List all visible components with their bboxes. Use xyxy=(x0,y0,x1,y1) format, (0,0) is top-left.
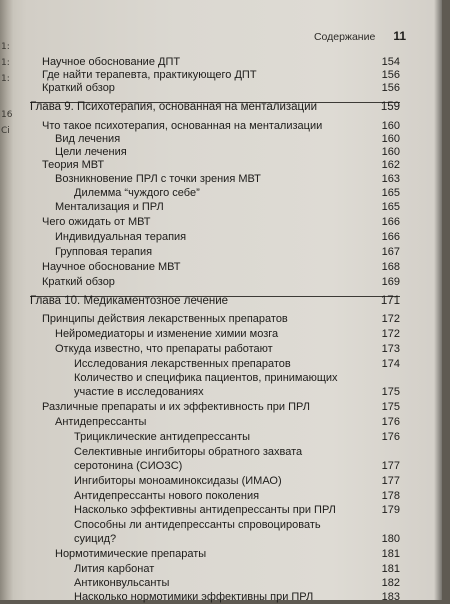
toc-entry xyxy=(0,145,442,159)
toc-entry-title: Краткий обзор xyxy=(42,276,115,288)
toc-entry xyxy=(0,55,442,69)
toc-entry xyxy=(0,172,442,186)
toc-entry-title: Глава 9. Психотерапия, основанная на ментализации xyxy=(30,101,317,113)
toc-entry-page: 175 xyxy=(381,401,400,413)
toc-entry-title: Трициклические антидепрессанты xyxy=(74,431,251,443)
toc-entry-title: Насколько эффективны антидепрессанты при ПРЛ xyxy=(74,504,336,516)
toc-entry xyxy=(0,132,442,146)
toc-entry-page: 160 xyxy=(381,146,400,158)
toc-entry-title: Селективные ингибиторы обратного захвата xyxy=(74,446,303,458)
toc-entry-title: Теория МВТ xyxy=(42,159,105,171)
toc-entry-title: участие в исследованиях xyxy=(74,386,204,398)
toc-entry xyxy=(0,230,442,244)
toc-entry-title: Научное обоснование МВТ xyxy=(42,261,181,273)
facing-page-fragment: 1: xyxy=(1,42,10,52)
toc-entry-page: 174 xyxy=(381,358,400,370)
toc-entry-title: Научное обоснование ДПТ xyxy=(42,56,181,68)
toc-entry-page: 165 xyxy=(381,201,400,213)
toc-entry-title: Антидепрессанты нового поколения xyxy=(74,490,260,502)
toc-entry xyxy=(0,532,442,546)
toc-entry-page: 180 xyxy=(381,533,400,545)
toc-entry-title: Нормотимические препараты xyxy=(55,548,207,560)
toc-entry-page: 160 xyxy=(381,133,400,145)
page-shadow xyxy=(434,0,442,600)
toc-entry xyxy=(0,503,442,517)
toc-entry xyxy=(0,245,442,259)
toc-entry-title: Что такое психотерапия, основанная на ментализации xyxy=(42,120,323,132)
toc-entry-page: 172 xyxy=(381,313,400,325)
toc-entry-page: 177 xyxy=(381,475,400,487)
toc-entry xyxy=(0,371,442,385)
toc-entry xyxy=(0,518,442,532)
toc-entry-page: 166 xyxy=(381,216,400,228)
toc-entry-page: 156 xyxy=(381,69,400,81)
toc-entry xyxy=(0,68,442,82)
toc-entry-page: 167 xyxy=(381,246,400,258)
toc-entry-title: Насколько нормотимики эффективны при ПРЛ xyxy=(74,591,314,603)
toc-entry xyxy=(0,342,442,356)
toc-entry xyxy=(0,430,442,444)
facing-page-fragment: Ci xyxy=(1,126,10,136)
toc-entry xyxy=(0,186,442,200)
facing-page-fragment: 1: xyxy=(1,74,10,84)
toc-entry-title: Ментализация и ПРЛ xyxy=(55,201,164,213)
toc-entry xyxy=(0,459,442,473)
toc-entry-page: 162 xyxy=(381,159,400,171)
toc-chapter-entry xyxy=(0,100,442,114)
toc-chapter-entry xyxy=(0,294,442,308)
toc-entry-page: 175 xyxy=(381,386,400,398)
toc-entry-title: Антиконвульсанты xyxy=(74,577,170,589)
toc-entry-title: Откуда известно, что препараты работают xyxy=(55,343,273,355)
toc-entry-title: Различные препараты и их эффективность при ПРЛ xyxy=(42,401,310,413)
toc-entry xyxy=(0,260,442,274)
toc-entry-title: Глава 10. Медикаментозное лечение xyxy=(30,295,229,307)
toc-entry xyxy=(0,385,442,399)
toc-entry xyxy=(0,119,442,133)
toc-entry-page: 181 xyxy=(381,563,400,575)
facing-page-fragment: 16 xyxy=(1,110,13,120)
toc-entry xyxy=(0,200,442,214)
toc-entry-page: 166 xyxy=(381,231,400,243)
toc-entry xyxy=(0,275,442,289)
toc-entry xyxy=(0,562,442,576)
toc-entry-page: 159 xyxy=(380,101,400,113)
toc-entry xyxy=(0,312,442,326)
toc-entry-title: Групповая терапия xyxy=(55,246,153,258)
toc-entry xyxy=(0,474,442,488)
toc-entry-page: 178 xyxy=(381,490,400,502)
toc-entry-page: 176 xyxy=(381,416,400,428)
toc-entry-page: 183 xyxy=(381,591,400,603)
running-head: Содержание xyxy=(313,31,376,43)
toc-entry-title: Нейромедиаторы и изменение химии мозга xyxy=(55,328,279,340)
toc-entry-page: 181 xyxy=(381,548,400,560)
toc-entry-title: суицид? xyxy=(74,533,117,545)
toc-entry-title: Где найти терапевта, практикующего ДПТ xyxy=(42,69,257,81)
toc-entry-title: Краткий обзор xyxy=(42,82,115,94)
page-header xyxy=(314,29,406,43)
toc-entry-title: Вид лечения xyxy=(55,133,121,145)
toc-entry-title: Количество и специфика пациентов, принимающих xyxy=(74,372,338,384)
toc-entry-title: Исследования лекарственных препаратов xyxy=(74,358,291,370)
facing-page-fragment: 1: xyxy=(1,58,10,68)
toc-entry xyxy=(0,445,442,459)
toc-entry xyxy=(0,327,442,341)
toc-entry-title: Дилемма “чуждого себе” xyxy=(74,187,200,199)
toc-entry-title: Индивидуальная терапия xyxy=(55,231,187,243)
toc-entry-title: Лития карбонат xyxy=(74,563,155,575)
toc-entry-title: Возникновение ПРЛ с точки зрения МВТ xyxy=(55,173,261,185)
toc-entry-page: 179 xyxy=(381,504,400,516)
toc-entry-page: 168 xyxy=(381,261,400,273)
toc-entry-page: 176 xyxy=(381,431,400,443)
toc-entry-page: 169 xyxy=(381,276,400,288)
toc-entry-page: 163 xyxy=(381,173,400,185)
toc-entry-page: 173 xyxy=(381,343,400,355)
toc-entry-title: Антидепрессанты xyxy=(55,416,147,428)
toc-entry-page: 171 xyxy=(380,295,400,307)
toc-entry xyxy=(0,215,442,229)
toc-entry-title: Принципы действия лекарственных препаратов xyxy=(42,313,288,325)
toc-entry xyxy=(0,576,442,590)
toc-entry xyxy=(0,81,442,95)
toc-entry-page: 156 xyxy=(381,82,400,94)
toc-entry-title: серотонина (СИОЗС) xyxy=(74,460,183,472)
toc-entry-title: Ингибиторы моноаминоксидазы (ИМАО) xyxy=(74,475,282,487)
toc-entry xyxy=(0,489,442,503)
toc-entry-page: 182 xyxy=(381,577,400,589)
toc-entry-title: Цели лечения xyxy=(55,146,127,158)
toc-entry xyxy=(0,590,442,604)
page-number: 11 xyxy=(393,29,406,43)
toc-entry-title: Чего ожидать от МВТ xyxy=(42,216,151,228)
toc-entry-page: 177 xyxy=(381,460,400,472)
toc-entry xyxy=(0,400,442,414)
toc-entry-title: Способны ли антидепрессанты спровоцировать xyxy=(74,519,321,531)
toc-entry xyxy=(0,415,442,429)
toc-entry xyxy=(0,357,442,371)
toc-entry-page: 165 xyxy=(381,187,400,199)
toc-entry-page: 154 xyxy=(381,56,400,68)
toc-entry-page: 160 xyxy=(381,120,400,132)
toc-entry-page: 172 xyxy=(381,328,400,340)
toc-entry xyxy=(0,547,442,561)
toc-entry xyxy=(0,158,442,172)
